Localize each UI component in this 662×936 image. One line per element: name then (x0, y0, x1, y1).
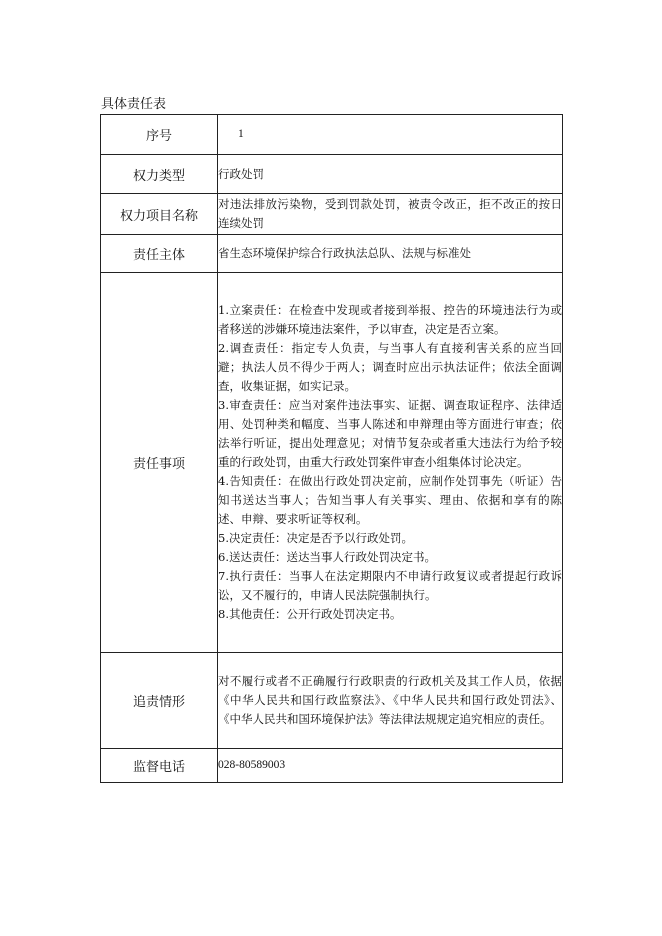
table-row-accountability (101, 653, 563, 749)
accountability-value: 对不履行或者不正确履行行政职责的行政机关及其工作人员，依据《中华人民共和国行政监察法》、《中华人民共和国行政处罚法》、《中华人民共和国环境保护法》等法律法规规定追究相应的责任。 (218, 653, 563, 749)
matter-item-4: 4.告知责任：在做出行政处罚决定前，应制作处罚事先（听证）告知书送达当事人；告知当事人有关事实、理由、依据和享有的陈述、申辩、要求听证等权利。 (218, 474, 562, 526)
matter-item-5: 5.决定责任：决定是否予以行政处罚。 (218, 531, 413, 545)
table-row-serial (101, 115, 563, 155)
matter-item-6: 6.送达责任：送达当事人行政处罚决定书。 (218, 550, 436, 564)
table-row-phone (101, 749, 563, 783)
serial-label: 序号 (101, 115, 218, 155)
matter-item-8: 8.其他责任：公开行政处罚决定书。 (218, 607, 402, 621)
power-type-label: 权力类型 (101, 155, 218, 194)
accountability-label: 追责情形 (101, 653, 218, 749)
item-name-value: 对违法排放污染物，受到罚款处罚，被责令改正，拒不改正的按日连续处罚 (218, 194, 563, 235)
matter-item-1: 1.立案责任：在检查中发现或者接到举报、控告的环境违法行为或者移送的涉嫌环境违法案件，予以审查，决定是否立案。 (218, 303, 562, 336)
matter-item-7: 7.执行责任：当事人在法定期限内不申请行政复议或者提起行政诉讼，又不履行的，申请人民法院强制执行。 (218, 569, 562, 602)
responsibility-table (100, 114, 563, 783)
subject-value: 省生态环境保护综合行政执法总队、法规与标准处 (218, 235, 563, 273)
phone-value: 028-80589003 (218, 749, 563, 783)
item-name-label: 权力项目名称 (101, 194, 218, 235)
document-title: 具体责任表 (101, 97, 167, 112)
serial-value: 1 (218, 115, 563, 155)
table-row-subject (101, 235, 563, 273)
matter-item-2: 2.调查责任：指定专人负责，与当事人有直接利害关系的应当回避；执法人员不得少于两人；调查时应出示执法证件；依法全面调查，收集证据，如实记录。 (218, 341, 562, 393)
table-row-power-type (101, 155, 563, 194)
table-row-matters (101, 273, 563, 653)
subject-label: 责任主体 (101, 235, 218, 273)
power-type-value: 行政处罚 (218, 155, 563, 194)
matters-value (218, 273, 563, 653)
table-row-item-name (101, 194, 563, 235)
matter-item-3: 3.审查责任：应当对案件违法事实、证据、调查取证程序、法律适用、处罚种类和幅度、当事人陈述和申辩理由等方面进行审查；依法举行听证，提出处理意见；对情节复杂或者重大违法行为给予较重的行政处罚，由重大行政处罚案件审查小组集体讨论决定。 (218, 398, 562, 469)
phone-label: 监督电话 (101, 749, 218, 783)
matters-label: 责任事项 (101, 273, 218, 653)
